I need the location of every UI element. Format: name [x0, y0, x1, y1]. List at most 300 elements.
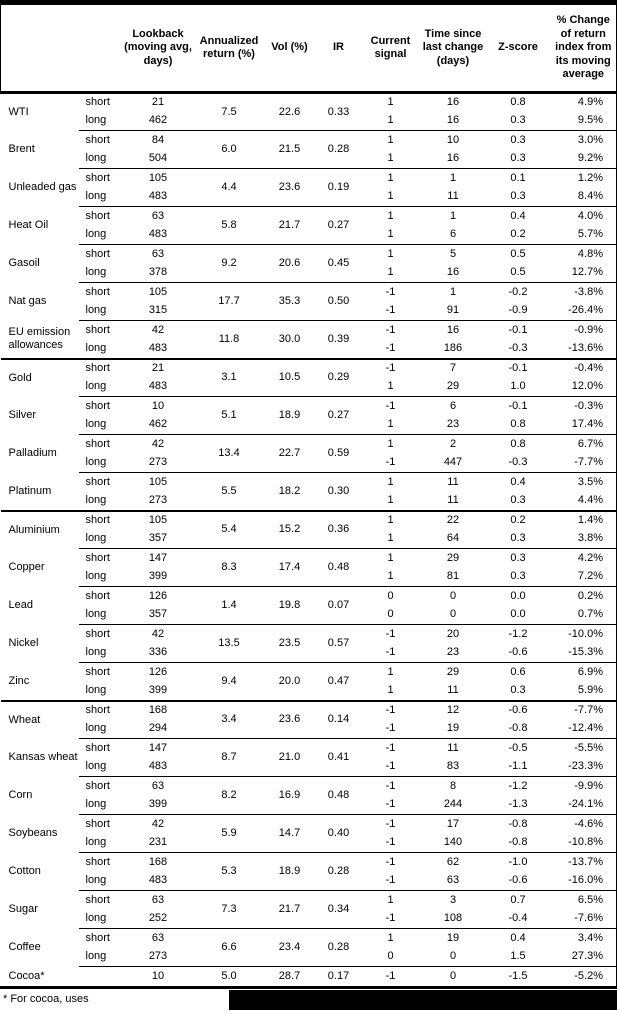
cell-pct-change: -0.9%	[551, 321, 617, 340]
cell-current-signal: 1	[361, 207, 421, 226]
cell-pct-change: 1.4%	[551, 511, 617, 530]
cell-time-since-change: 244	[443, 798, 463, 811]
cell-zscore: 0.3	[510, 190, 526, 203]
cell-annualized-return: 3.4	[196, 701, 263, 739]
cell-current-signal: 1	[361, 511, 421, 530]
leg-label: short	[79, 511, 121, 530]
leg-label: short	[79, 929, 121, 948]
leg-label: long	[85, 494, 107, 507]
cell-time-since-change: 19	[421, 929, 486, 948]
leg-label: long	[85, 760, 107, 773]
cell-current-signal: -1	[361, 701, 421, 720]
cell-zscore: -0.8	[508, 836, 528, 849]
table-row	[1, 397, 617, 416]
table-row	[1, 891, 617, 910]
cell-vol: 23.4	[263, 929, 317, 967]
cell-pct-change: 6.5%	[551, 891, 617, 910]
cell-annualized-return: 5.5	[196, 473, 263, 511]
commodity-name: Unleaded gas	[8, 181, 77, 194]
cell-zscore: 0.8	[486, 435, 551, 454]
cell-lookback: 504	[148, 152, 168, 165]
cell-pct-change: -23.3%	[568, 760, 603, 773]
cell-ir: 0.33	[327, 105, 350, 118]
cell-vol: 21.0	[263, 739, 317, 777]
col-header-lookback: Lookback (moving avg, days)	[121, 3, 196, 93]
cell-time-since-change: 6	[421, 397, 486, 416]
cell-pct-change: 5.7%	[577, 228, 603, 241]
leg-label: long	[85, 950, 107, 963]
cell-annualized-return: 8.7	[196, 739, 263, 777]
cell-lookback: 10	[121, 967, 196, 986]
cell-current-signal: -1	[361, 397, 421, 416]
cell-zscore: 1.5	[510, 950, 526, 963]
cell-current-signal: -1	[385, 760, 396, 773]
cell-time-since-change: 140	[443, 836, 463, 849]
cell-current-signal: -1	[385, 912, 396, 925]
leg-label: long	[85, 684, 107, 697]
cell-ir: 0.45	[317, 245, 361, 283]
cell-pct-change: 9.5%	[577, 114, 603, 127]
cell-zscore: -1.5	[486, 967, 551, 986]
table-row	[1, 169, 617, 188]
cell-time-since-change: 1	[421, 169, 486, 188]
table-row	[1, 815, 617, 834]
cell-lookback: 483	[148, 380, 168, 393]
cell-current-signal: 1	[361, 549, 421, 568]
cell-pct-change: 1.2%	[551, 169, 617, 188]
cell-current-signal: -1	[385, 342, 396, 355]
cell-annualized-return: 9.2	[196, 245, 263, 283]
cell-lookback: 462	[148, 114, 168, 127]
leg-label: long	[85, 646, 107, 659]
cell-ir: 0.28	[317, 853, 361, 891]
cell-lookback: 105	[121, 283, 196, 302]
cell-ir: 0.57	[317, 625, 361, 663]
cell-time-since-change: 16	[446, 152, 460, 165]
cell-current-signal: 1	[387, 532, 394, 545]
col-header-pct: % Change of return index from its moving average	[551, 3, 617, 93]
col-header-ir: IR	[317, 3, 361, 93]
cell-current-signal: 1	[387, 190, 394, 203]
commodity-name: Cotton	[8, 865, 41, 878]
leg-label: long	[85, 304, 107, 317]
cell-time-since-change: 0	[421, 587, 486, 606]
cell-time-since-change: 1	[421, 207, 486, 226]
cell-lookback: 294	[148, 722, 168, 735]
cell-zscore: 0.6	[486, 663, 551, 682]
cell-zscore: 0.3	[486, 549, 551, 568]
commodity-name: Wheat	[1, 701, 79, 739]
cell-current-signal: 1	[361, 929, 421, 948]
cell-vol: 30.0	[263, 321, 317, 359]
cell-current-signal: 1	[387, 96, 394, 109]
leg-label: long	[85, 418, 107, 431]
table-body	[1, 93, 617, 986]
cell-lookback: 63	[121, 929, 196, 948]
cell-lookback: 63	[121, 891, 196, 910]
cell-time-since-change: 63	[446, 874, 460, 887]
cell-annualized-return: 13.4	[196, 435, 263, 473]
cell-current-signal: 0	[361, 587, 421, 606]
leg-label: long	[85, 570, 107, 583]
cell-lookback: 483	[148, 342, 168, 355]
cell-time-since-change: 29	[421, 663, 486, 682]
cell-lookback: 483	[148, 760, 168, 773]
cell-lookback: 336	[148, 646, 168, 659]
cell-pct-change: -0.3%	[551, 397, 617, 416]
cell-ir: 0.19	[317, 169, 361, 207]
col-header-ann: Annualized return (%)	[196, 3, 263, 93]
leg-label: short	[79, 549, 121, 568]
cell-time-since-change: 11	[447, 494, 459, 507]
commodity-name: Corn	[8, 789, 33, 802]
cell-time-since-change: 5	[421, 245, 486, 264]
cell-lookback: 273	[148, 456, 168, 469]
leg-label: short	[85, 96, 110, 109]
cell-annualized-return: 13.5	[196, 625, 263, 663]
leg-label: long	[85, 152, 107, 165]
cell-lookback: 315	[148, 304, 168, 317]
cell-ir: 0.17	[317, 967, 361, 986]
cell-pct-change: -5.5%	[551, 739, 617, 758]
cell-ir: 0.27	[317, 397, 361, 435]
cell-time-since-change: 62	[421, 853, 486, 872]
cell-pct-change: 12.7%	[571, 266, 603, 279]
cell-current-signal: -1	[361, 777, 421, 796]
cell-annualized-return: 8.3	[196, 549, 263, 587]
col-header-vol: Vol (%)	[263, 3, 317, 93]
cell-ir: 0.36	[317, 511, 361, 549]
cell-vol: 17.4	[263, 549, 317, 587]
cell-zscore: 0.2	[510, 228, 526, 241]
leg-label: long	[85, 608, 107, 621]
cell-pct-change: -7.6%	[574, 912, 603, 925]
cell-lookback: 105	[121, 169, 196, 188]
cell-lookback: 42	[121, 435, 196, 454]
table-row	[1, 777, 617, 796]
cell-pct-change: -10.8%	[568, 836, 603, 849]
cell-pct-change: -0.4%	[551, 359, 617, 378]
cell-vol: 23.6	[263, 169, 317, 207]
cell-current-signal: 1	[361, 663, 421, 682]
table-row	[1, 207, 617, 226]
cell-pct-change: 3.8%	[577, 532, 603, 545]
cell-pct-change: 6.9%	[551, 663, 617, 682]
cell-time-since-change: 6	[449, 228, 457, 241]
cell-pct-change: -26.4%	[568, 304, 603, 317]
commodity-name: WTI	[8, 105, 29, 118]
cell-annualized-return: 17.7	[196, 283, 263, 321]
leg-label: long	[85, 342, 107, 355]
cell-ir: 0.40	[317, 815, 361, 853]
cell-lookback: 21	[151, 96, 165, 109]
cell-lookback: 126	[121, 663, 196, 682]
cell-pct-change: -13.6%	[568, 342, 603, 355]
leg-label: long	[85, 190, 107, 203]
leg-label: short	[79, 359, 121, 378]
commodity-name: Lead	[8, 599, 33, 612]
cell-time-since-change: 17	[421, 815, 486, 834]
cell-pct-change: 9.2%	[577, 152, 603, 165]
cell-time-since-change: 186	[443, 342, 463, 355]
cell-time-since-change: 2	[421, 435, 486, 454]
cell-time-since-change: 16	[446, 114, 460, 127]
cell-pct-change: 4.0%	[551, 207, 617, 226]
cell-current-signal: 1	[361, 435, 421, 454]
table-row	[1, 701, 617, 720]
cell-vol: 20.0	[263, 663, 317, 701]
cell-vol: 21.5	[263, 131, 317, 169]
cell-lookback: 483	[148, 190, 168, 203]
cell-zscore: -0.5	[486, 739, 551, 758]
cell-annualized-return: 6.6	[196, 929, 263, 967]
header-row	[1, 3, 617, 93]
cell-zscore: -1.2	[486, 625, 551, 644]
cell-pct-change: -15.3%	[568, 646, 603, 659]
footnote-text: * For cocoa, uses	[3, 992, 89, 1005]
cell-time-since-change: 20	[421, 625, 486, 644]
leg-label: long	[85, 456, 107, 469]
cell-lookback: 399	[148, 570, 168, 583]
cell-time-since-change: 108	[443, 912, 463, 925]
commodity-name: Sugar	[8, 903, 38, 916]
commodity-name: Brent	[8, 143, 35, 156]
cell-time-since-change: 91	[446, 304, 460, 317]
cell-current-signal: 1	[387, 152, 394, 165]
cell-time-since-change: 23	[446, 646, 460, 659]
leg-label: short	[79, 815, 121, 834]
cell-ir: 0.39	[317, 321, 361, 359]
cell-time-since-change: 8	[421, 777, 486, 796]
col-header-signal: Current signal	[361, 3, 421, 93]
table-row	[1, 473, 617, 492]
cell-zscore: 0.4	[486, 207, 551, 226]
cell-vol: 21.7	[263, 207, 317, 245]
leg-label: long	[85, 266, 107, 279]
cell-zscore: 0.3	[510, 114, 526, 127]
leg-label: short	[79, 587, 121, 606]
commodity-name: Aluminium	[1, 511, 79, 549]
cell-time-since-change: 83	[446, 760, 460, 773]
cell-zscore: 0.7	[486, 891, 551, 910]
cell-zscore: -1.1	[508, 760, 528, 773]
commodity-name: Soybeans	[8, 827, 58, 840]
cell-vol: 35.3	[263, 283, 317, 321]
cell-time-since-change: 23	[446, 418, 460, 431]
cell-pct-change: -16.0%	[568, 874, 603, 887]
cell-vol: 23.5	[263, 625, 317, 663]
cell-lookback: 399	[148, 684, 168, 697]
cell-ir: 0.28	[317, 929, 361, 967]
cell-annualized-return: 3.1	[196, 359, 263, 397]
cell-lookback: 252	[148, 912, 168, 925]
cell-current-signal: -1	[361, 967, 421, 986]
cell-current-signal: -1	[385, 836, 396, 849]
cell-current-signal: -1	[361, 283, 421, 302]
cell-lookback: 357	[148, 608, 168, 621]
cell-current-signal: 1	[361, 131, 421, 150]
cell-annualized-return: 5.3	[196, 853, 263, 891]
cell-pct-change: 4.9%	[577, 96, 603, 109]
cell-zscore: -0.6	[508, 646, 528, 659]
table-row	[1, 663, 617, 682]
cell-pct-change: -13.7%	[551, 853, 617, 872]
table-row	[1, 739, 617, 758]
cell-zscore: -0.1	[486, 397, 551, 416]
cell-lookback: 483	[148, 874, 168, 887]
leg-label: short	[79, 663, 121, 682]
cell-lookback: 10	[121, 397, 196, 416]
table-row	[1, 93, 617, 112]
cell-current-signal: 1	[361, 473, 421, 492]
col-header-sub	[79, 3, 121, 93]
cell-pct-change: -10.0%	[551, 625, 617, 644]
table-row	[1, 435, 617, 454]
cell-vol: 23.6	[263, 701, 317, 739]
cell-lookback: 21	[121, 359, 196, 378]
cell-current-signal: -1	[385, 456, 396, 469]
cell-current-signal: -1	[361, 321, 421, 340]
cell-vol: 16.9	[263, 777, 317, 815]
cell-current-signal: -1	[385, 646, 396, 659]
leg-label: short	[79, 207, 121, 226]
cell-lookback: 273	[148, 950, 168, 963]
cell-pct-change: 7.2%	[577, 570, 603, 583]
cell-pct-change: 3.5%	[551, 473, 617, 492]
cell-vol: 14.7	[263, 815, 317, 853]
cell-time-since-change: 3	[421, 891, 486, 910]
cell-lookback: 147	[121, 739, 196, 758]
cell-time-since-change: 29	[421, 549, 486, 568]
cell-current-signal: 1	[361, 169, 421, 188]
leg-label: short	[79, 891, 121, 910]
commodity-name: Coffee	[8, 941, 41, 954]
cell-zscore: 0.2	[486, 511, 551, 530]
cell-ir: 0.34	[317, 891, 361, 929]
cell-ir: 0.47	[317, 663, 361, 701]
table-row	[1, 625, 617, 644]
cell-ir: 0.07	[317, 587, 361, 625]
cell-zscore: -0.4	[508, 912, 528, 925]
cell-time-since-change: 0	[449, 950, 457, 963]
leg-label: long	[85, 114, 107, 127]
cell-zscore: 0.1	[486, 169, 551, 188]
cell-annualized-return: 7.3	[196, 891, 263, 929]
cell-time-since-change: 447	[443, 456, 463, 469]
leg-label: short	[79, 435, 121, 454]
cell-vol: 18.2	[263, 473, 317, 511]
cell-time-since-change: 29	[446, 380, 460, 393]
cell-zscore: 0.5	[510, 266, 526, 279]
cell-lookback: 42	[121, 321, 196, 340]
cell-ir: 0.50	[317, 283, 361, 321]
cell-time-since-change: 64	[446, 532, 460, 545]
cell-lookback: 147	[121, 549, 196, 568]
cell-vol: 22.6	[278, 105, 301, 118]
cell-annualized-return: 5.8	[196, 207, 263, 245]
cell-lookback: 42	[121, 625, 196, 644]
cell-current-signal: 0	[387, 608, 394, 621]
cell-zscore: -0.1	[486, 359, 551, 378]
cell-lookback: 231	[148, 836, 168, 849]
cell-lookback: 63	[121, 245, 196, 264]
cell-lookback: 273	[148, 494, 168, 507]
table-row	[1, 929, 617, 948]
cell-annualized-return: 8.2	[196, 777, 263, 815]
cell-current-signal: -1	[361, 853, 421, 872]
cell-zscore: 0.3	[510, 152, 526, 165]
cell-time-since-change: 22	[421, 511, 486, 530]
commodity-name: Palladium	[8, 447, 57, 460]
leg-label: short	[79, 473, 121, 492]
cell-annualized-return: 11.8	[196, 321, 263, 359]
cell-zscore: 0.3	[486, 131, 551, 150]
cell-pct-change: -12.4%	[568, 722, 603, 735]
cell-vol: 20.6	[263, 245, 317, 283]
cell-pct-change: -5.2%	[551, 967, 617, 986]
leg-label: short	[79, 625, 121, 644]
table-row	[1, 853, 617, 872]
cell-zscore: -0.8	[486, 815, 551, 834]
col-header-name	[1, 3, 79, 93]
col-header-time: Time since last change (days)	[421, 3, 486, 93]
cell-zscore: -0.6	[486, 701, 551, 720]
cell-current-signal: -1	[385, 874, 396, 887]
cell-current-signal: 1	[387, 494, 394, 507]
leg-label: short	[79, 397, 121, 416]
cell-zscore: 0.4	[486, 929, 551, 948]
leg-label: short	[79, 283, 121, 302]
cell-time-since-change: 11	[421, 473, 486, 492]
cell-vol: 18.9	[263, 853, 317, 891]
cell-current-signal: 1	[387, 684, 394, 697]
cell-pct-change: 8.4%	[577, 190, 603, 203]
table-row	[1, 549, 617, 568]
leg-label: long	[85, 380, 107, 393]
cell-lookback: 63	[121, 777, 196, 796]
cell-lookback: 84	[121, 131, 196, 150]
leg-label	[79, 967, 121, 986]
table-row	[1, 321, 617, 340]
cell-vol: 18.9	[263, 397, 317, 435]
cell-time-since-change: 7	[421, 359, 486, 378]
cell-lookback: 63	[121, 207, 196, 226]
cell-current-signal: 1	[387, 114, 394, 127]
cell-current-signal: 1	[387, 266, 394, 279]
commodity-name: Copper	[8, 561, 45, 574]
leg-label: short	[79, 131, 121, 150]
table-row	[1, 967, 617, 986]
cell-ir: 0.48	[317, 549, 361, 587]
leg-label: long	[85, 532, 107, 545]
leg-label: long	[85, 874, 107, 887]
cell-time-since-change: 10	[421, 131, 486, 150]
cell-time-since-change: 81	[446, 570, 460, 583]
cell-ir: 0.14	[317, 701, 361, 739]
cell-current-signal: 1	[387, 228, 394, 241]
cell-vol: 28.7	[263, 967, 317, 986]
cell-zscore: 0.0	[510, 608, 526, 621]
cell-zscore: 0.5	[486, 245, 551, 264]
cell-zscore: -1.2	[486, 777, 551, 796]
leg-label: short	[79, 853, 121, 872]
cell-zscore: -0.6	[508, 874, 528, 887]
cell-pct-change: 12.0%	[571, 380, 603, 393]
cell-zscore: -0.9	[508, 304, 528, 317]
cell-lookback: 105	[121, 473, 196, 492]
cell-lookback: 483	[148, 228, 168, 241]
cell-vol: 22.7	[263, 435, 317, 473]
